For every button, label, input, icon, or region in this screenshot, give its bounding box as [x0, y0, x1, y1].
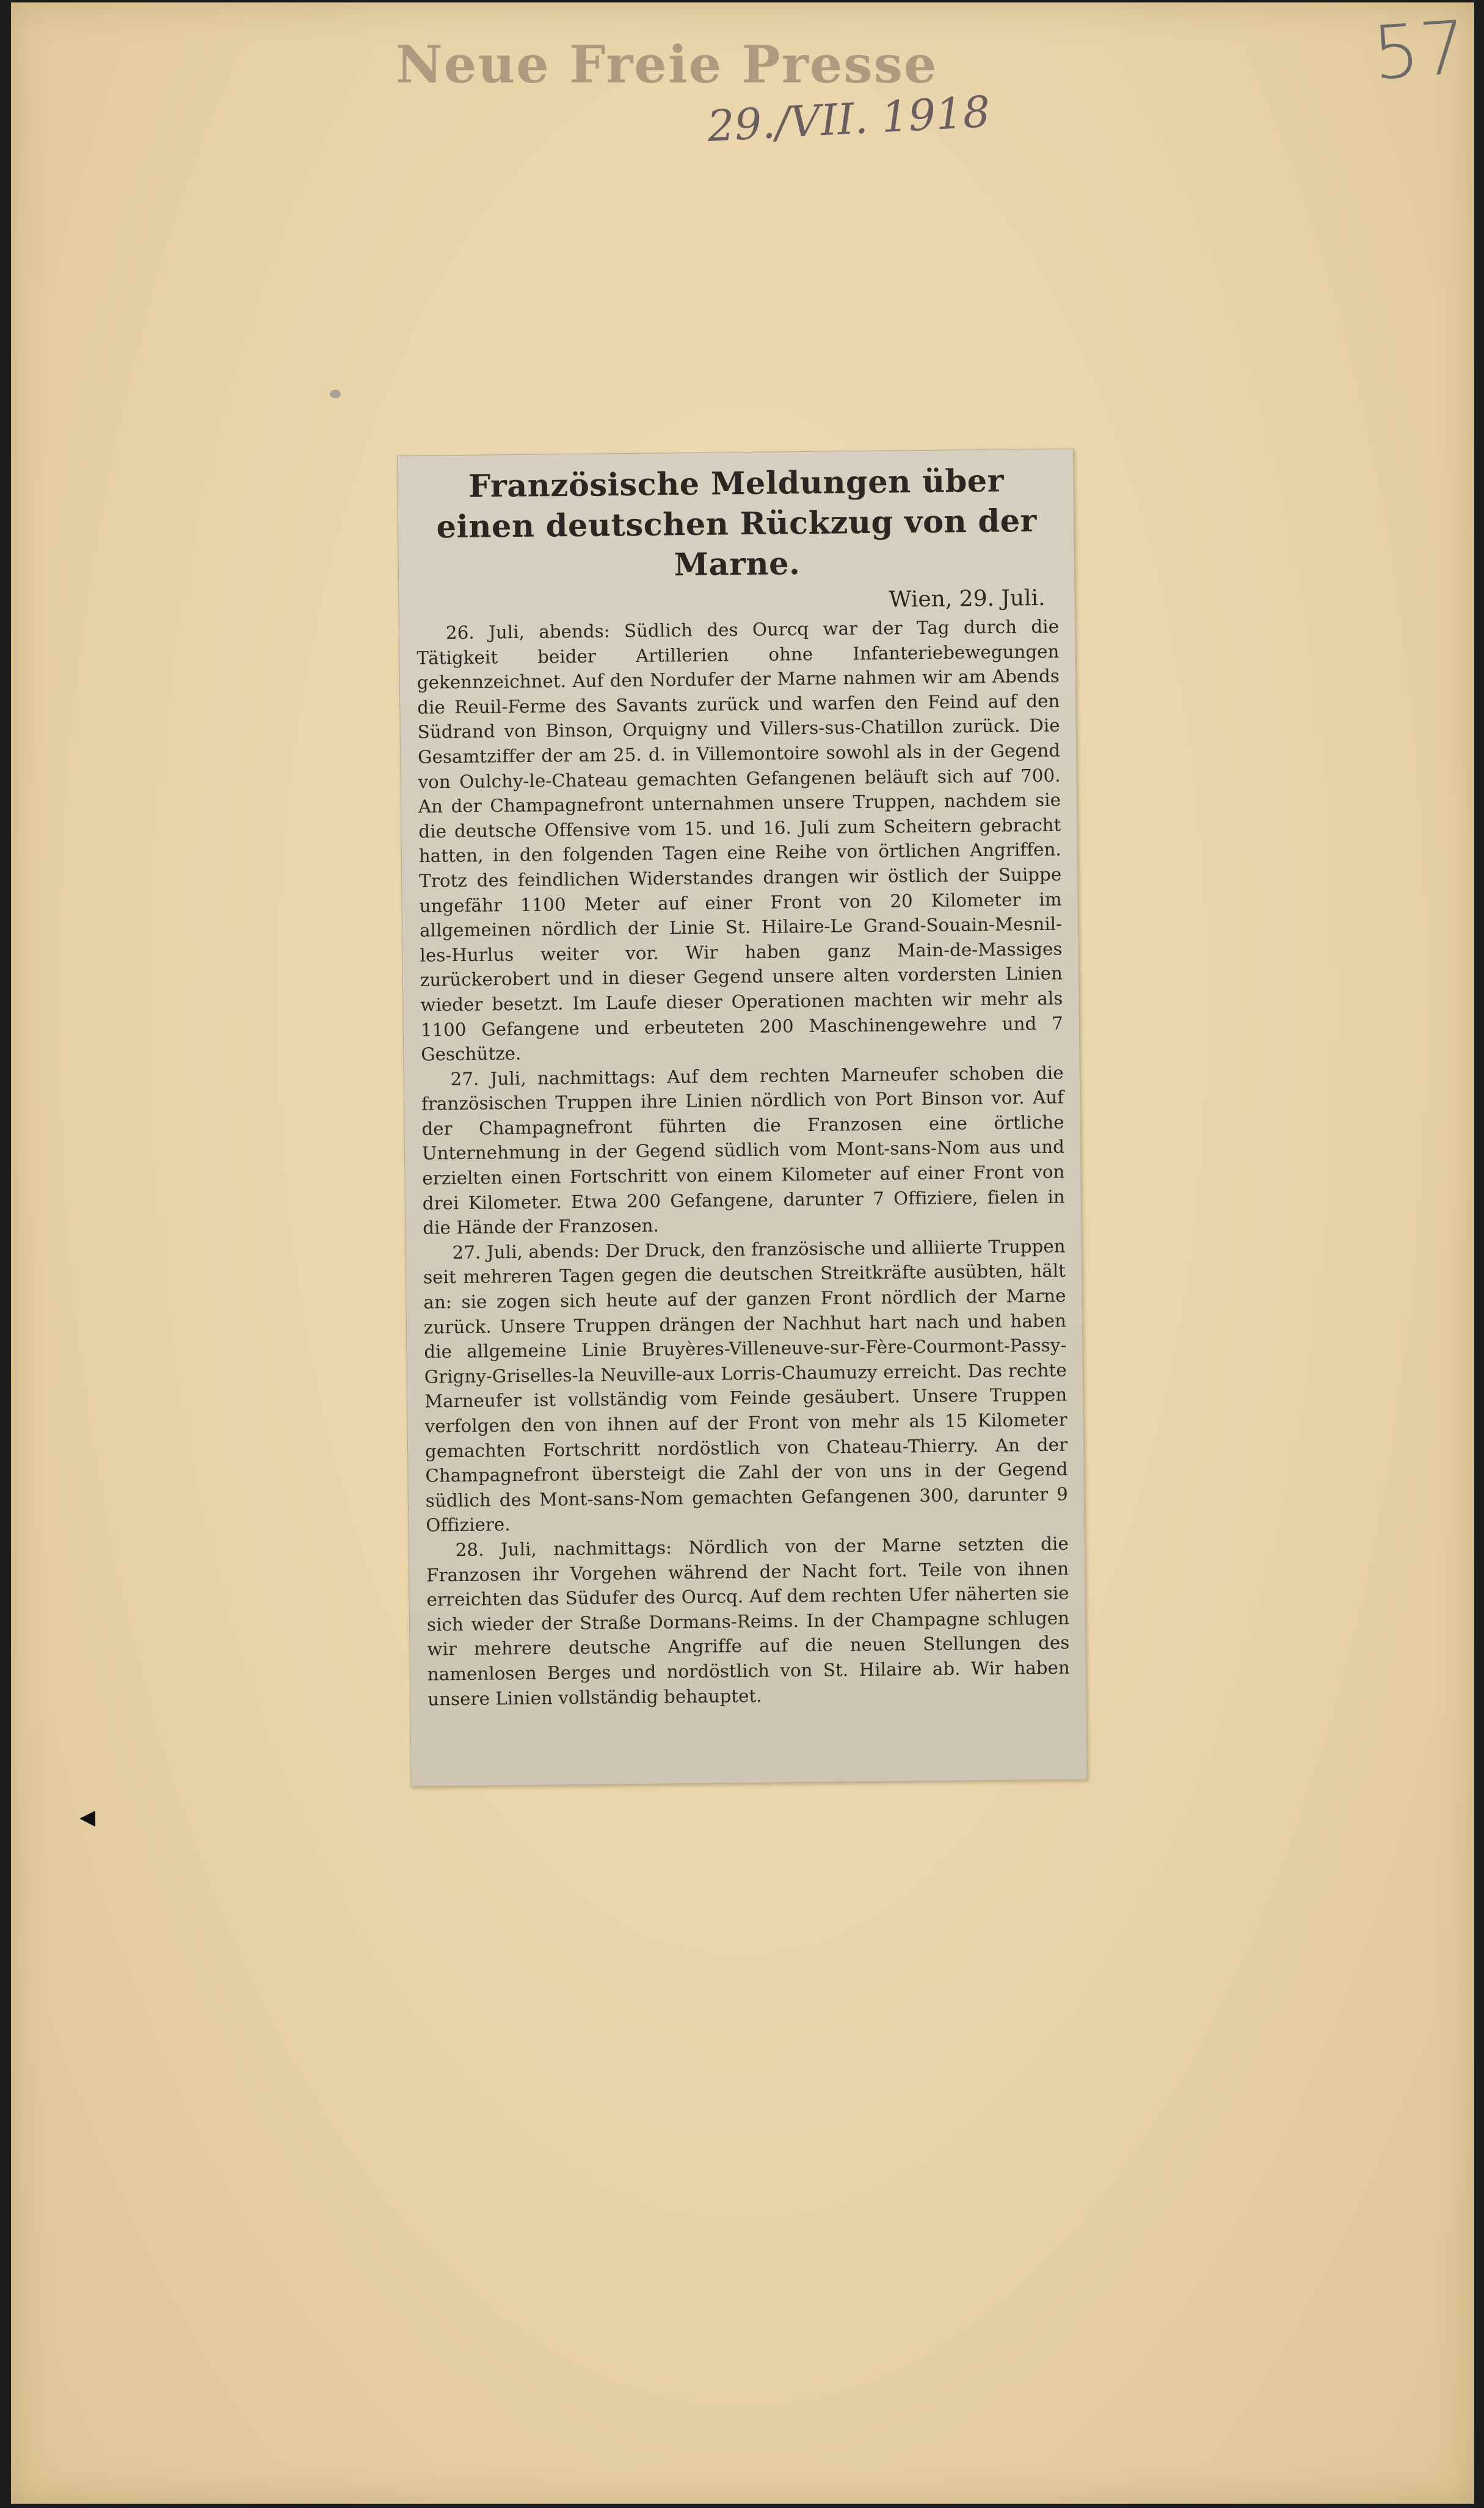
archive-sheet: [11, 2, 1474, 2504]
article-paragraph: 26. Juli, abends: Südlich des Ourcq war der Tag durch die Tätigkeit beider Artillerien ohne Infanteriebewegungen gekennzeichnet. Auf den Nordufer der Marne nahmen wir am Abends die Reuil-Ferme des Savants zurück und warfen den Feind auf den Südrand von Binson, Orquigny und Villers-sus-Chatillon zurück. Die Gesamtziffer der am 25. d. in Villemontoire sowohl als in der Gegend von Oulchy-le-Chateau gemachten Gefangenen beläuft sich auf 700. An der Champagnefront unternahmen unsere Truppen, nachdem sie die deutsche Offensive vom 15. und 16. Juli zum Scheitern gebracht hatten, in den folgenden Tagen eine Reihe von örtlichen Angriffen. Trotz des feindlichen Widerstandes drangen wir östlich der Suippe ungefähr 1100 Meter auf einer Front von 20 Kilometer im allgemeinen nördlich der Linie St. Hilaire-Le Grand-Souain-Mesnil-les-Hurlus weiter vor. Wir haben ganz Main-de-Massiges zurückerobert und in dieser Gegend unsere alten vordersten Linien wieder besetzt. Im Laufe dieser Operationen machten wir mehr als 1100 Gefangene und erbeuteten 200 Maschinengewehre und 7 Geschütze.: [416, 616, 1063, 1065]
article-title: Französische Meldungen über einen deutschen Rückzug von der Marne.: [436, 462, 1038, 584]
article-paragraph: 27. Juli, nachmittags: Auf dem rechten Marneufer schoben die französischen Truppen ihre Linien nördlich von Port Binson vor. Auf der Champagnefront führten die Franzosen eine örtliche Unternehmung in der Gegend südlich vom Mont-sans-Nom aus und erzielten einen Fortschritt von einem Kilometer auf einer Front von drei Kilometer. Etwa 200 Gefangene, darunter 7 Offiziere, fielen in die Hände der Franzosen.: [421, 1062, 1065, 1238]
article-dateline: Wien, 29. Juli.: [889, 585, 1046, 612]
newspaper-stamp: Neue Freie Presse: [396, 34, 938, 95]
paper-speck: [330, 390, 341, 398]
handwritten-date: 29./VII. 1918: [706, 86, 992, 152]
page-number: 57: [1370, 5, 1469, 97]
newspaper-clipping: [397, 448, 1088, 1786]
article-paragraph: 27. Juli, abends: Der Druck, den französische und alliierte Truppen seit mehreren Tagen gegen die deutschen Streitkräfte ausübten, hält an: sie zogen sich heute auf der ganzen Front nördlich der Marne zurück. Unsere Truppen drängen der Nachhut hart nach und haben die allgemeine Linie Bruyères-Villeneuve-sur-Fère-Courmont-Passy-Grigny-Griselles-la Neuville-aux Lorris-Chaumuzy erreicht. Das rechte Marneufer ist vollständig vom Feinde gesäubert. Unsere Truppen verfolgen den von ihnen auf der Front von mehr als 15 Kilometer gemachten Fortschritt nordöstlich von Chateau-Thierry. An der Champagnefront übersteigt die Zahl der von uns in der Gegend südlich des Mont-sans-Nom gemachten Gefangenen 300, darunter 9 Offiziere.: [423, 1235, 1069, 1536]
article-paragraph: 28. Juli, nachmittags: Nördlich von der Marne setzten die Franzosen ihr Vorgehen während der Nacht fort. Teile von ihnen erreichten das Südufer des Ourcq. Auf dem rechten Ufer näherten sie sich wieder der Straße Dormans-Reims. In der Champagne schlugen wir mehrere deutsche Angriffe auf die neuen Stellungen des namenlosen Berges und nordöstlich von St. Hilaire ab. Wir haben unsere Linien vollständig behauptet.: [426, 1533, 1071, 1710]
pin-mark: ◀: [79, 1805, 96, 1830]
